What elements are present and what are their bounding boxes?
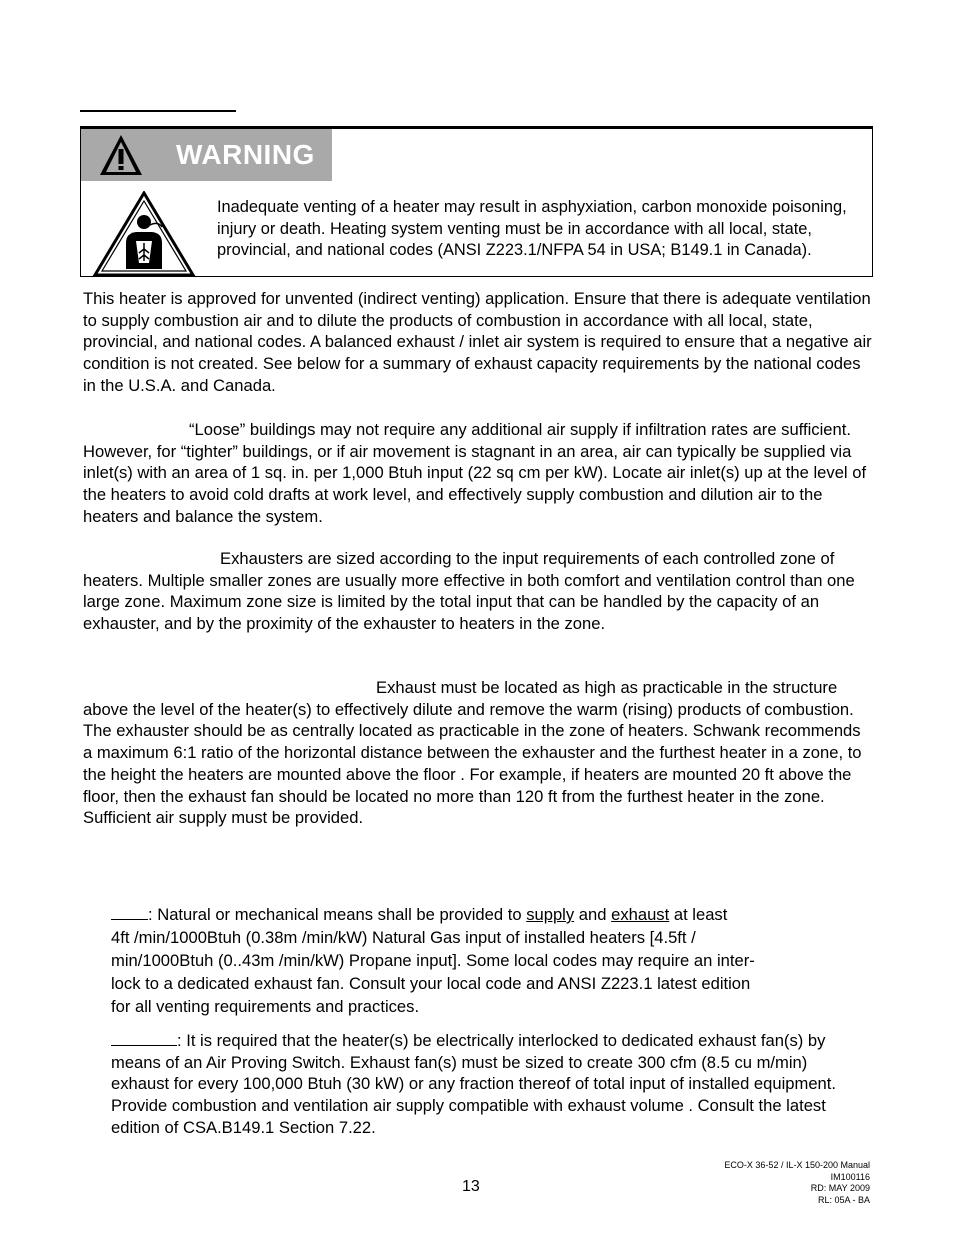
air-supply-text: “Loose” buildings may not require any additional air supply if infiltration rates are sufficient. However, for “tighter” buildings, or if air movement is stagnant in an area, air can typically be supplied via inlet(s) with an area of 1 sq. in. per 1,000 Btuh input (22 sq cm per kW). Locate air inlet(s) up at the level of the heaters to avoid cold drafts at work level, and effectively supply combustion and dilution air to the heaters and balance the system.	[83, 420, 867, 526]
section-heading-underline	[80, 110, 236, 112]
usa-code-line-5: for all venting requirements and practices.	[111, 997, 420, 1016]
footer-release: RL: 05A - BA	[817, 1194, 870, 1205]
warning-title: WARNING	[176, 139, 315, 170]
usa-code-line-1: : Natural or mechanical means shall be provided to supply and exhaust at least	[111, 903, 851, 926]
exhaust-location-text: Exhaust must be located as high as practicable in the structure above the level of the heater(s) to effectively dilute and remove the warm (rising) products of combustion. The exhauster should be as centrally located as practicable in the zone of heaters. Schwank recommends a maximum 6:1 ratio of the horizontal distance between the exhauster and the furthest heater in a zone, to the height the heaters are mounted above the floor . For example, if heaters are mounted 20 ft above the floor, then the exhaust fan should be located no more than 120 ft from the furthest heater in the zone. Sufficient air supply must be provided.	[83, 678, 862, 828]
usa-code-block	[111, 903, 851, 1018]
footer-manual-title: ECO-X 36-52 / IL-X 150-200 Manual	[724, 1160, 870, 1170]
warning-header	[81, 129, 332, 181]
intro-paragraph	[83, 288, 873, 397]
intro-text: This heater is approved for unvented (indirect venting) application. Ensure that there is adequate ventilation to supply combustion air and to dilute the products of combustion in accordance with all local, state, provincial, and national codes. A balanced exhaust / inlet air system is required to ensure that a negative air condition is not created. See below for a summary of exhaust capacity requirements by the national codes in the U.S.A. and Canada.	[83, 289, 872, 395]
exhaust-sizing-paragraph	[83, 548, 873, 635]
exhaust-location-paragraph	[83, 677, 873, 829]
usa-label-blank	[111, 905, 148, 920]
canada-code-text: : It is required that the heater(s) be electrically interlocked to dedicated exhaust fan(s) by means of an Air Proving Switch. Exhaust fan(s) must be sized to create 300 cfm (8.5 cu m/min) exhaust for every 100,000 Btuh (30 kW) or any fraction thereof of total input of installed equipment. Provide combustion and ventilation air supply compatible with exhaust volume . Consult the latest edition of CSA.B149.1 Section 7.22.	[111, 1031, 837, 1137]
canada-label-blank	[111, 1031, 177, 1046]
usa-code-line-3: min/1000Btuh (0..43m /min/kW) Propane input]. Some local codes may require an inter-	[111, 951, 755, 970]
usa-code-line-4: lock to a dedicated exhaust fan. Consult your local code and ANSI Z223.1 latest edition	[111, 974, 751, 993]
page-number: 13	[462, 1178, 480, 1195]
air-supply-paragraph	[83, 419, 873, 528]
warning-box	[80, 126, 873, 277]
warning-message: Inadequate venting of a heater may result in asphyxiation, carbon monoxide poisoning, injury or death. Heating system venting must be in accordance with all local, state, provincial, and national codes (ANSI Z223.1/NFPA 54 in USA; B149.1 in Canada).	[217, 198, 847, 259]
footer-revision-date: RD: MAY 2009	[810, 1183, 870, 1193]
usa-code-line-2: 4ft /min/1000Btuh (0.38m /min/kW) Natural Gas input of installed heaters [4.5ft /	[111, 928, 696, 947]
warning-triangle-icon	[97, 132, 145, 178]
footer-doc-id: IM100116	[830, 1171, 870, 1182]
exhaust-sizing-text: Exhausters are sized according to the input requirements of each controlled zone of heaters. Multiple smaller zones are usually more effective in both comfort and ventilation control than one large zone. Maximum zone size is limited by the total input that can be handled by the capacity of an exhauster, and by the proximity of the exhauster to heaters in the zone.	[83, 549, 855, 634]
document-footer	[724, 1160, 870, 1206]
asphyxiation-hazard-icon	[92, 191, 196, 277]
canada-code-block	[111, 1030, 841, 1139]
